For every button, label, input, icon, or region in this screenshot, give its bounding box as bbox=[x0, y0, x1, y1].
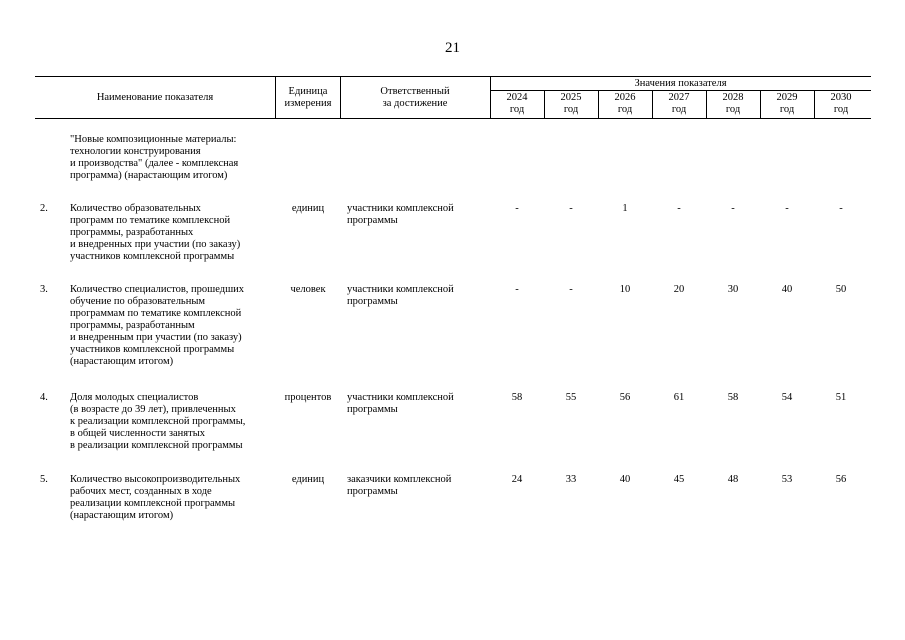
value-2026: 10 bbox=[619, 284, 631, 295]
value-2026: 40 bbox=[619, 474, 631, 485]
row-number: 4. bbox=[40, 392, 48, 403]
row-name: Количество высокопроизводительных рабочих мест, созданных в ходе реализации комплексной программы (нарастающим итогом) bbox=[70, 474, 241, 521]
value-2029: - bbox=[785, 203, 789, 214]
value-2027: 61 bbox=[673, 392, 685, 403]
value-2028: 48 bbox=[727, 474, 739, 485]
col-divider bbox=[598, 90, 599, 118]
value-2027: - bbox=[677, 203, 681, 214]
row-unit: единиц bbox=[291, 203, 325, 214]
row-responsible: участники комплексной программы bbox=[347, 392, 454, 415]
year-2030: 2030 год bbox=[830, 92, 852, 115]
value-2024: 58 bbox=[511, 392, 523, 403]
row-responsible: участники комплексной программы bbox=[347, 284, 454, 307]
year-2027: 2027 год bbox=[668, 92, 690, 115]
row-unit: человек bbox=[290, 284, 326, 295]
year-2025: 2025 год bbox=[560, 92, 582, 115]
value-2025: - bbox=[569, 284, 573, 295]
value-2028: - bbox=[731, 203, 735, 214]
value-2026: 56 bbox=[619, 392, 631, 403]
value-2029: 40 bbox=[781, 284, 793, 295]
year-2029: 2029 год bbox=[776, 92, 798, 115]
col-divider bbox=[706, 90, 707, 118]
value-2030: 50 bbox=[835, 284, 847, 295]
value-2027: 45 bbox=[673, 474, 685, 485]
value-2024: 24 bbox=[511, 474, 523, 485]
value-2028: 58 bbox=[727, 392, 739, 403]
row-unit: единиц bbox=[291, 474, 325, 485]
value-2025: 55 bbox=[565, 392, 577, 403]
value-2030: - bbox=[839, 203, 843, 214]
header-responsible: Ответственный за достижение bbox=[380, 86, 450, 109]
header-bottom-rule bbox=[35, 118, 871, 119]
col-divider bbox=[814, 90, 815, 118]
table-top-rule bbox=[35, 76, 871, 77]
row-responsible: участники комплексной программы bbox=[347, 203, 454, 226]
row-number: 3. bbox=[40, 284, 48, 295]
value-2024: - bbox=[515, 203, 519, 214]
row-name: Доля молодых специалистов (в возрасте до 39 лет), привлеченных к реализации комплексной программы, в общей численности занятых в реализации комплексной программы bbox=[70, 392, 246, 451]
row-name: Количество специалистов, прошедших обучение по образовательным программам по тематике комплексной программы, разработанным и внедренным при участии (по заказу) участников комплексной программы (нарастающим итогом) bbox=[70, 284, 245, 367]
row-number: 2. bbox=[40, 203, 48, 214]
header-values: Значения показателя bbox=[634, 78, 727, 89]
col-divider bbox=[544, 90, 545, 118]
header-unit: Единица измерения bbox=[284, 86, 332, 109]
col-divider bbox=[490, 76, 491, 118]
value-2030: 51 bbox=[835, 392, 847, 403]
value-2029: 54 bbox=[781, 392, 793, 403]
value-2026: 1 bbox=[622, 203, 628, 214]
value-2028: 30 bbox=[727, 284, 739, 295]
value-2025: - bbox=[569, 203, 573, 214]
year-2028: 2028 год bbox=[722, 92, 744, 115]
col-divider bbox=[760, 90, 761, 118]
value-2024: - bbox=[515, 284, 519, 295]
col-divider bbox=[275, 76, 276, 118]
value-2030: 56 bbox=[835, 474, 847, 485]
value-2029: 53 bbox=[781, 474, 793, 485]
row-number: 5. bbox=[40, 474, 48, 485]
page-number: 21 bbox=[445, 40, 460, 56]
header-name: Наименование показателя bbox=[96, 92, 214, 103]
row-name: Количество образовательных программ по тематике комплексной программы, разработанных и внедренных при участии (по заказу) участников комплексной программы bbox=[70, 203, 241, 262]
row-responsible: заказчики комплексной программы bbox=[347, 474, 452, 497]
year-2026: 2026 год bbox=[614, 92, 636, 115]
col-divider bbox=[652, 90, 653, 118]
value-2027: 20 bbox=[673, 284, 685, 295]
col-divider bbox=[340, 76, 341, 118]
value-2025: 33 bbox=[565, 474, 577, 485]
row-unit: процентов bbox=[284, 392, 332, 403]
continuation-text: "Новые композиционные материалы: технологии конструирования и производства" (далее - комплексная программа) (нарастающим итогом) bbox=[70, 134, 239, 181]
year-2024: 2024 год bbox=[506, 92, 528, 115]
